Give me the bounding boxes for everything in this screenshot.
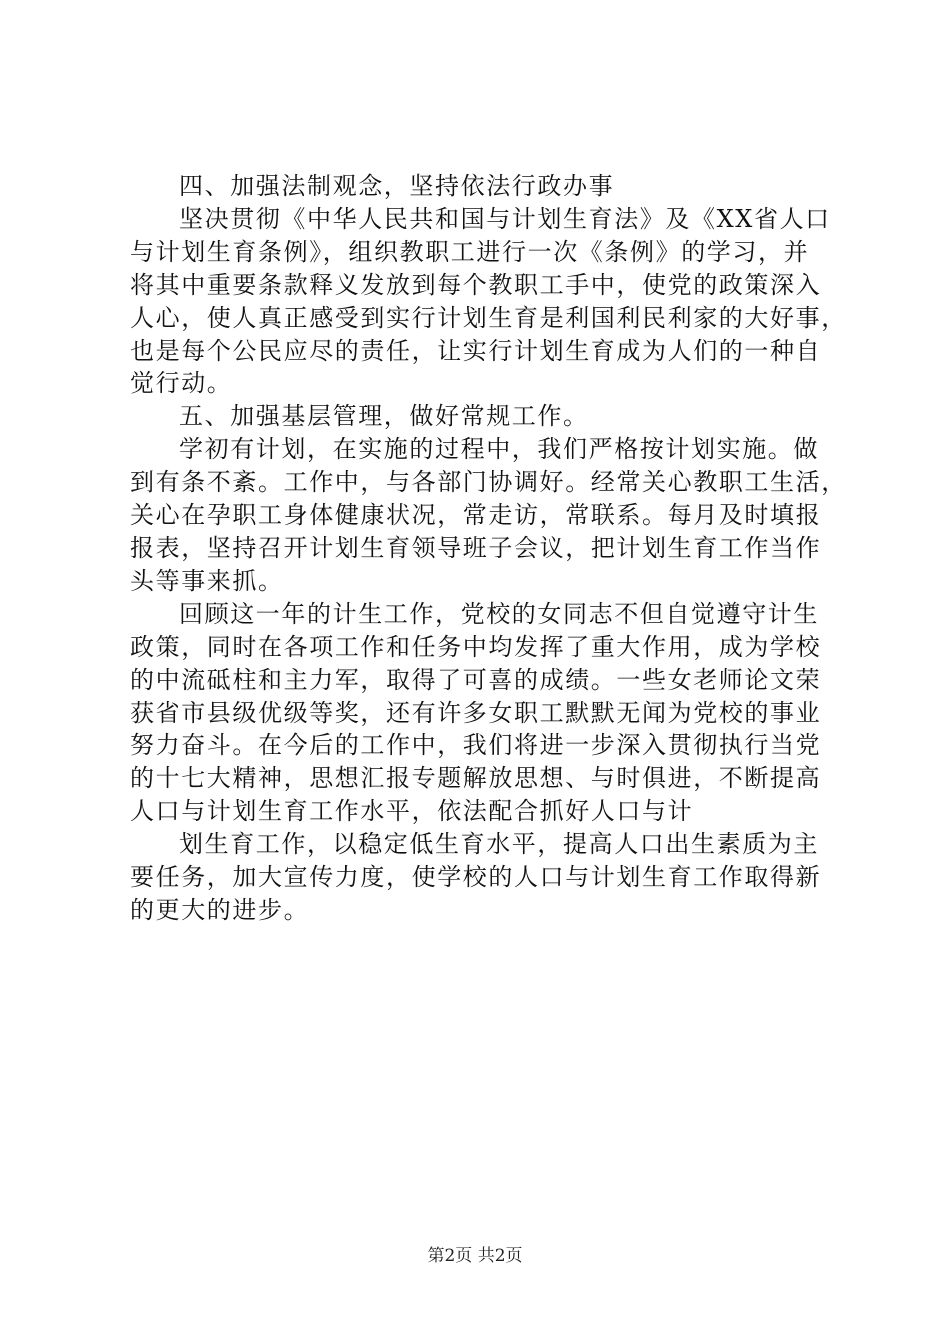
text-line: 的更大的进步。 <box>130 895 310 924</box>
text-line: 政策，同时在各项工作和任务中均发挥了重大作用，成为学校 <box>130 632 822 661</box>
text-line: 回顾这一年的计生工作，党校的女同志不但自觉遵守计生 <box>179 599 819 628</box>
text-line: 与计划生育条例》，组织教职工进行一次《条例》的学习，并 <box>130 237 810 266</box>
text-line: 觉行动。 <box>130 369 233 398</box>
text-line: 获省市县级优级等奖，还有许多女职工默默无闻为党校的事业 <box>130 698 822 727</box>
text-line: 关心在孕职工身体健康状况，常走访，常联系。每月及时填报 <box>130 501 822 530</box>
text-line: 也是每个公民应尽的责任，让实行计划生育成为人们的一种自 <box>130 336 822 365</box>
text-line: 将其中重要条款释义发放到每个教职工手中，使党的政策深入 <box>130 270 822 299</box>
text-line: 努力奋斗。在今后的工作中，我们将进一步深入贯彻执行当党 <box>130 731 822 760</box>
document-body <box>130 170 847 927</box>
text-line: 人心，使人真正感受到实行计划生育是利国利民利家的大好事， <box>130 303 847 332</box>
section-heading-5: 五、加强基层管理，做好常规工作。 <box>179 402 589 431</box>
text-line: 划生育工作，以稳定低生育水平，提高人口出生素质为主 <box>179 830 819 859</box>
text-line: 的十七大精神，思想汇报专题解放思想、与时俱进，不断提高 <box>130 764 822 793</box>
text-line: 的中流砥柱和主力军，取得了可喜的成绩。一些女老师论文荣 <box>130 665 822 694</box>
text-line: 人口与计划生育工作水平，依法配合抓好人口与计 <box>130 797 694 826</box>
text-line: 要任务，加大宣传力度，使学校的人口与计划生育工作取得新 <box>130 863 822 892</box>
text-line: 报表，坚持召开计划生育领导班子会议，把计划生育工作当作 <box>130 533 822 562</box>
text-line: 到有条不紊。工作中，与各部门协调好。经常关心教职工生活， <box>130 468 847 497</box>
section-heading-4: 四、加强法制观念，坚持依法行政办事 <box>179 172 615 200</box>
text-line: 头等事来抓。 <box>130 566 284 595</box>
text-line: 坚决贯彻《中华人民共和国与计划生育法》及《XX省人口 <box>179 204 831 233</box>
page-number-footer: 第2页 共2页 <box>427 1246 523 1266</box>
text-line: 学初有计划，在实施的过程中，我们严格按计划实施。做 <box>179 435 819 464</box>
